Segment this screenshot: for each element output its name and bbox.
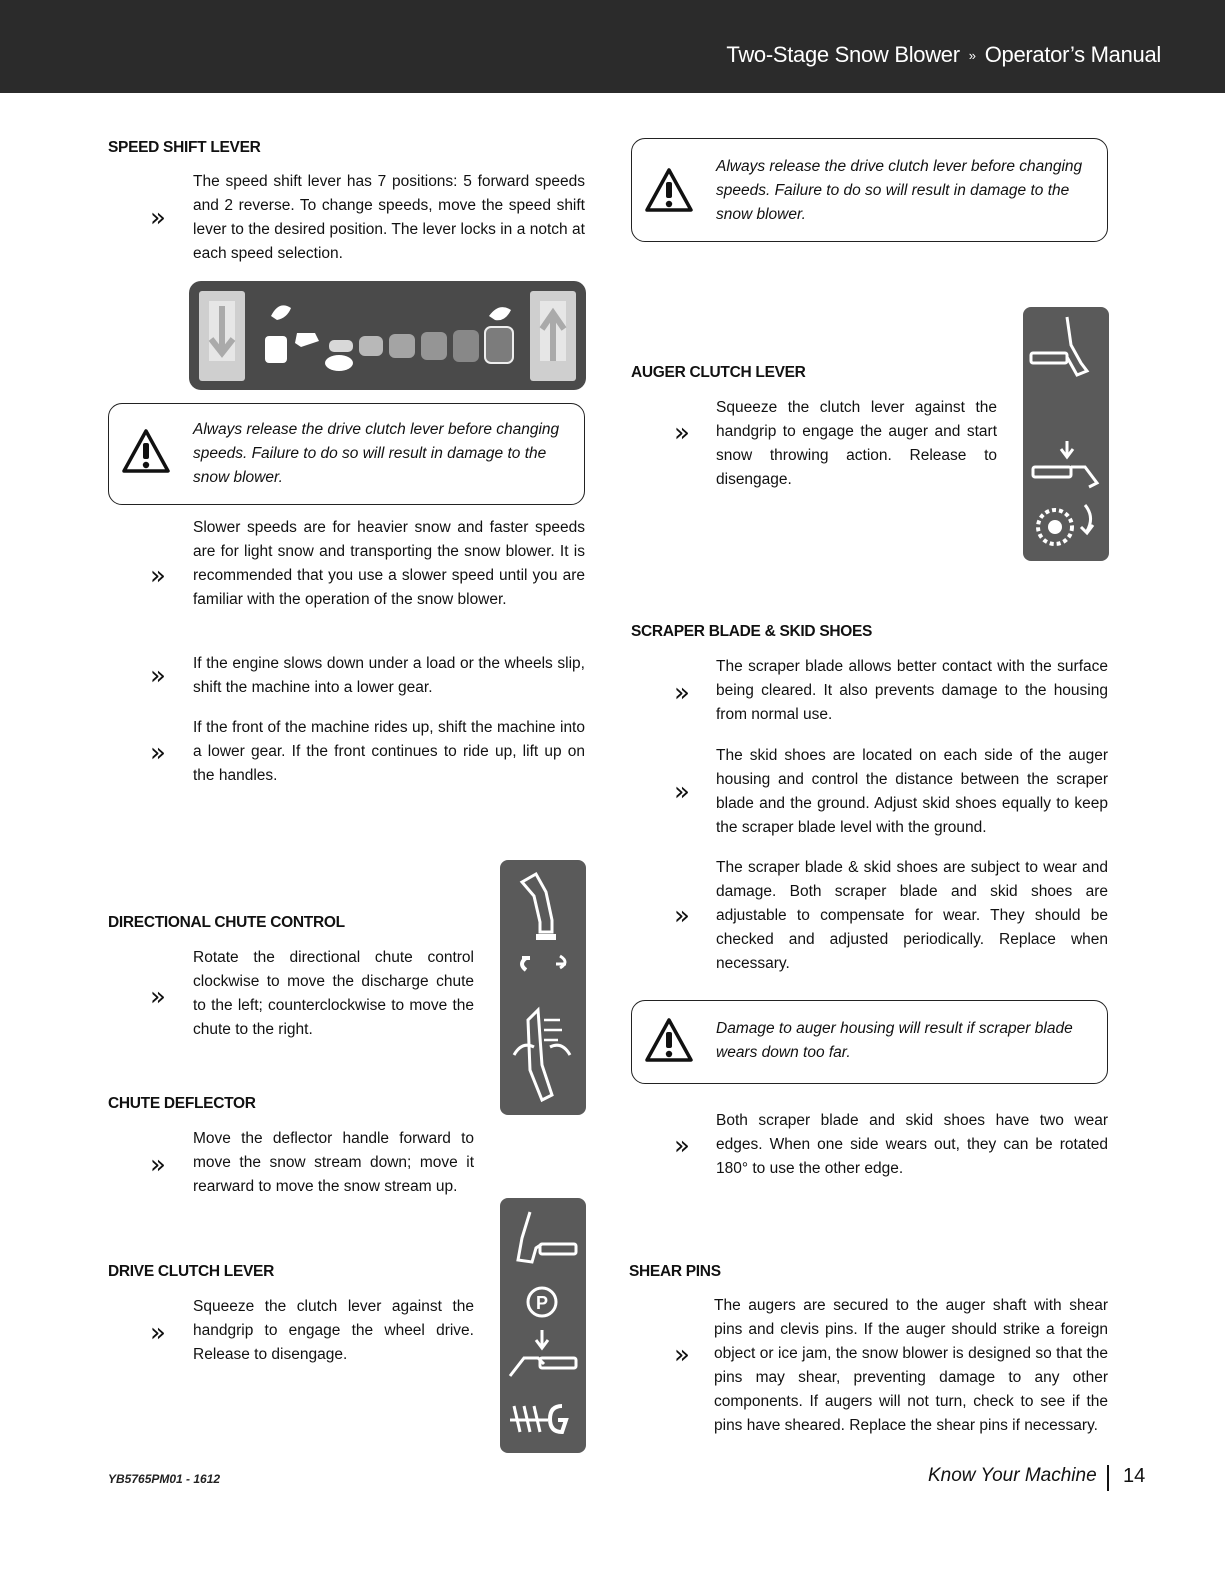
chute-control-paragraph: Rotate the directional chute control clockwise to move the discharge chute to the left; counterclockwise to move the chute to the right. — [193, 949, 474, 1038]
bullet-marker: » — [150, 1150, 161, 1180]
warning-triangle-icon — [121, 428, 171, 474]
auger-clutch-paragraph: Squeeze the clutch lever against the handgrip to engage the auger and start snow throwing action. Release to disengage. — [716, 399, 997, 488]
shear-pins-paragraph: The augers are secured to the auger shaft with shear pins and clevis pins. If the auger should strike a foreign object or ice jam, the snow blower is designed so that the pins may shear, preventing damage to any other components. If augers will not turn, check to see if the pins have sheared. Replace the shear pins if necessary. — [714, 1297, 1108, 1434]
heading-chute-deflector: CHUTE DEFLECTOR — [108, 1095, 256, 1112]
warning-text: Always release the drive clutch lever before changing speeds. Failure to do so will result in damage to the snow blower. — [193, 421, 560, 486]
chute-deflector-paragraph: Move the deflector handle forward to move the snow stream down; move it rearward to move the snow stream up. — [193, 1130, 474, 1195]
skid-shoes-paragraph: The skid shoes are located on each side of the auger housing and control the distance between the scraper blade and the ground. Adjust skid shoes equally to keep the scraper blade level with the ground. — [716, 747, 1108, 836]
speed-shift-paragraph: The speed shift lever has 7 positions: 5 forward speeds and 2 reverse. To change speeds, move the speed shift lever to the desired position. The lever locks in a notch at each speed selection. — [193, 173, 585, 262]
footer-divider — [1107, 1465, 1109, 1491]
heading-scraper-blade-skid-shoes: SCRAPER BLADE & SKID SHOES — [631, 623, 873, 640]
heading-directional-chute-control: DIRECTIONAL CHUTE CONTROL — [108, 914, 345, 931]
bullet-marker: » — [150, 561, 161, 591]
wear-paragraph: The scraper blade & skid shoes are subject to wear and damage. Both scraper blade and skid shoes are adjustable to compensate for wear. They should be checked and adjusted periodically. Replace when necessary. — [716, 859, 1108, 972]
bullet-marker: » — [674, 901, 685, 931]
drive-clutch-icon — [500, 1198, 586, 1453]
warning-triangle-icon — [644, 167, 694, 213]
chute-rotation-icon — [500, 860, 586, 1115]
heading-speed-shift-lever: SPEED SHIFT LEVER — [108, 139, 261, 156]
bullet-marker: » — [150, 738, 161, 768]
header-title — [726, 42, 1161, 68]
warning-text: Always release the drive clutch lever before changing speeds. Failure to do so will result in damage to the snow blower. — [716, 158, 1083, 223]
drive-clutch-graphic — [500, 1198, 586, 1453]
bullet-marker: » — [150, 982, 161, 1012]
scraper-blade-paragraph: The scraper blade allows better contact with the surface being cleared. It also prevents damage to the housing from normal use. — [716, 658, 1108, 723]
front-rides-up-paragraph: If the front of the machine rides up, shift the machine into a lower gear. If the front continues to ride up, lift up on the handles. — [193, 719, 585, 784]
bullet-marker: » — [674, 678, 685, 708]
bullet-marker: » — [150, 661, 161, 691]
header-separator: » — [968, 48, 976, 63]
chute-control-graphic — [500, 860, 586, 1115]
bullet-marker: » — [150, 1318, 161, 1348]
bullet-marker: » — [674, 1131, 685, 1161]
engine-slow-paragraph: If the engine slows down under a load or the wheels slip, shift the machine into a lower gear. — [193, 655, 585, 696]
bullet-marker: » — [674, 777, 685, 807]
auger-clutch-icon — [1023, 307, 1109, 561]
bullet-marker: » — [150, 203, 161, 233]
two-wear-edges-paragraph: Both scraper blade and skid shoes have two wear edges. When one side wears out, they can be rotated 180° to use the other edge. — [716, 1112, 1108, 1177]
speed-selector-icon — [189, 281, 586, 390]
header-title-doc-type: Operator’s Manual — [984, 42, 1161, 67]
auger-clutch-graphic — [1023, 307, 1109, 561]
bullet-marker: » — [674, 418, 685, 448]
header-title-manual-name: Two-Stage Snow Blower — [726, 42, 960, 67]
heading-drive-clutch-lever: DRIVE CLUTCH LEVER — [108, 1263, 274, 1280]
warning-text: Damage to auger housing will result if scraper blade wears down too far. — [716, 1020, 1073, 1061]
warning-box-drive-clutch — [108, 403, 585, 505]
page-header — [0, 0, 1225, 93]
warning-box-drive-clutch-top — [631, 138, 1108, 242]
footer-section-title: Know Your Machine — [928, 1465, 1097, 1486]
park-label: P — [535, 1293, 549, 1313]
bullet-marker: » — [674, 1340, 685, 1370]
warning-box-scraper-wear — [631, 1000, 1108, 1084]
drive-clutch-paragraph: Squeeze the clutch lever against the handgrip to engage the wheel drive. Release to disengage. — [193, 1298, 474, 1363]
speed-guidance-paragraph: Slower speeds are for heavier snow and faster speeds are for light snow and transporting the snow blower. It is recommended that you use a slower speed until you are familiar with the operation of the snow blower. — [193, 519, 585, 608]
heading-shear-pins: SHEAR PINS — [629, 1263, 721, 1280]
warning-triangle-icon — [644, 1017, 694, 1063]
page-number: 14 — [1123, 1465, 1146, 1487]
document-code: YB5765PM01 - 1612 — [108, 1472, 221, 1486]
heading-auger-clutch-lever: AUGER CLUTCH LEVER — [631, 364, 806, 381]
speed-selector-graphic — [189, 281, 586, 390]
